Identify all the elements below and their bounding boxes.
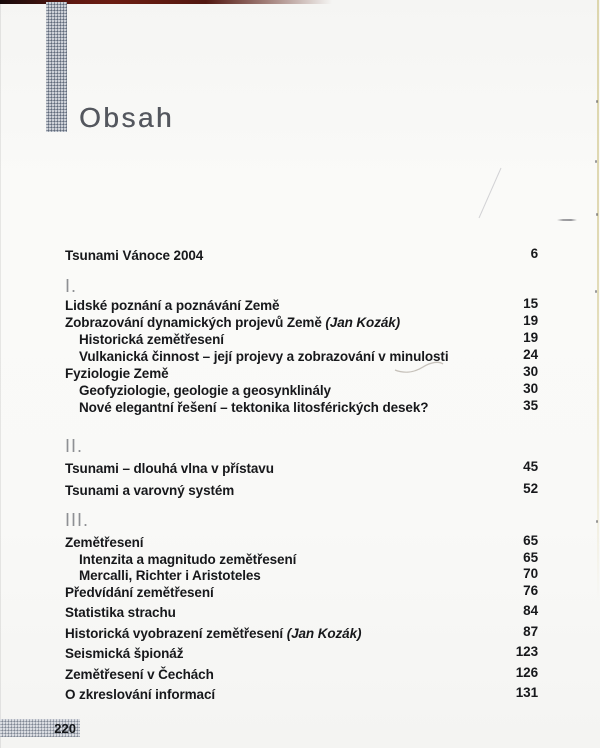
page-edge-speck <box>596 213 598 216</box>
toc-row <box>65 535 538 552</box>
toc-entry-page: 6 <box>530 246 538 261</box>
toc-row <box>65 568 538 585</box>
toc-entry-title: Předvídání zemětřesení <box>65 584 214 600</box>
toc-section <box>65 438 538 505</box>
toc-row <box>65 298 538 315</box>
toc-entry-title: Lidské poznání a poznávání Země <box>65 298 280 313</box>
toc-entry-page: 65 <box>523 533 538 548</box>
section-numeral: I. <box>65 276 78 296</box>
toc-entry-title: Statistika strachu <box>65 605 176 620</box>
page-number-bar <box>0 719 80 737</box>
toc-entry-title: Zobrazování dynamických projevů Země (Jan Kozák) <box>65 315 401 330</box>
toc-entry-title: Tsunami a varovný systém <box>65 483 235 498</box>
toc-row <box>65 383 538 400</box>
toc-entry-page: 19 <box>523 313 538 328</box>
toc-entry-page: 15 <box>523 296 538 311</box>
pencil-mark <box>393 358 445 376</box>
page-edge-speck <box>595 290 597 293</box>
toc-entry-title: Historická zemětřesení <box>79 332 224 347</box>
toc-entry-title: Vulkanická činnost – její projevy a zobrazování v minulosti <box>79 349 449 364</box>
toc-row <box>65 248 538 265</box>
toc-entry-title: Zemětřesení <box>65 535 144 550</box>
toc-row <box>65 605 538 626</box>
toc-section <box>65 278 538 417</box>
toc-entry-title: Mercalli, Richter i Aristoteles <box>79 568 261 583</box>
chapter-marker-bar <box>46 2 67 132</box>
toc-entry-title: Historická vyobrazení zemětřesení (Jan Kozák) <box>65 625 362 641</box>
toc-row <box>65 349 538 366</box>
toc-entry-page: 131 <box>515 685 538 700</box>
toc-row <box>65 315 538 332</box>
toc-entry-title: Tsunami Vánoce 2004 <box>65 248 204 263</box>
toc-row <box>65 687 538 708</box>
table-of-contents <box>65 248 538 708</box>
toc-entry-page: 30 <box>523 364 538 379</box>
toc-row <box>65 623 538 647</box>
toc-entry-page: 52 <box>523 481 538 496</box>
page-title: Obsah <box>79 102 174 133</box>
toc-entry-title: Geofyziologie, geologie a geosynklinály <box>79 383 331 398</box>
toc-entry-page: 65 <box>523 549 538 565</box>
toc-entry-author: (Jan Kozák) <box>325 315 401 330</box>
toc-entry-title: Intenzita a magnitudo zemětřesení <box>79 551 297 567</box>
section-numeral: II. <box>65 436 84 456</box>
section-numeral: III. <box>65 510 90 530</box>
toc-row <box>65 332 538 349</box>
scratch-mark <box>477 166 503 220</box>
toc-entry-page: 45 <box>523 459 538 474</box>
toc-entry-title: Seismická špionáž <box>65 646 184 661</box>
toc-entry-page: 126 <box>515 664 538 680</box>
toc-entry-title: O zkreslování informací <box>65 687 216 702</box>
toc-row <box>65 646 538 667</box>
toc-entry-page: 76 <box>523 582 538 598</box>
page-left-shadow <box>0 0 1 748</box>
page-edge-line <box>597 0 599 600</box>
toc-entry-page: 87 <box>523 623 538 639</box>
toc-row <box>65 483 538 505</box>
toc-entry-page: 70 <box>523 566 538 581</box>
toc-entry-page: 35 <box>523 398 538 413</box>
toc-row <box>65 400 538 417</box>
page-edge-speck <box>596 520 598 523</box>
page-edge-speck <box>595 160 597 163</box>
toc-entry-page: 19 <box>523 330 538 345</box>
toc-entry-page: 24 <box>523 347 538 362</box>
toc-entry-author: (Jan Kozák) <box>286 625 362 641</box>
toc-row <box>65 664 538 688</box>
toc-row <box>65 366 538 383</box>
toc-section <box>65 512 538 708</box>
toc-entry-title: Nové elegantní řešení – tektonika litosférických desek? <box>79 400 429 415</box>
pencil-dash-mark <box>557 219 577 221</box>
toc-row <box>65 549 538 569</box>
toc-row <box>65 582 538 606</box>
page-edge-speck <box>596 100 598 103</box>
toc-entry-page: 84 <box>523 603 538 618</box>
toc-entry-title: Fyziologie Země <box>65 366 169 381</box>
toc-entry-page: 30 <box>523 381 538 396</box>
toc-row <box>65 461 538 483</box>
toc-entry-title: Zemětřesení v Čechách <box>65 666 214 682</box>
toc-entry-page: 123 <box>515 644 538 659</box>
toc-entry-title: Tsunami – dlouhá vlna v přístavu <box>65 461 274 476</box>
page-number: 220 <box>54 720 76 736</box>
